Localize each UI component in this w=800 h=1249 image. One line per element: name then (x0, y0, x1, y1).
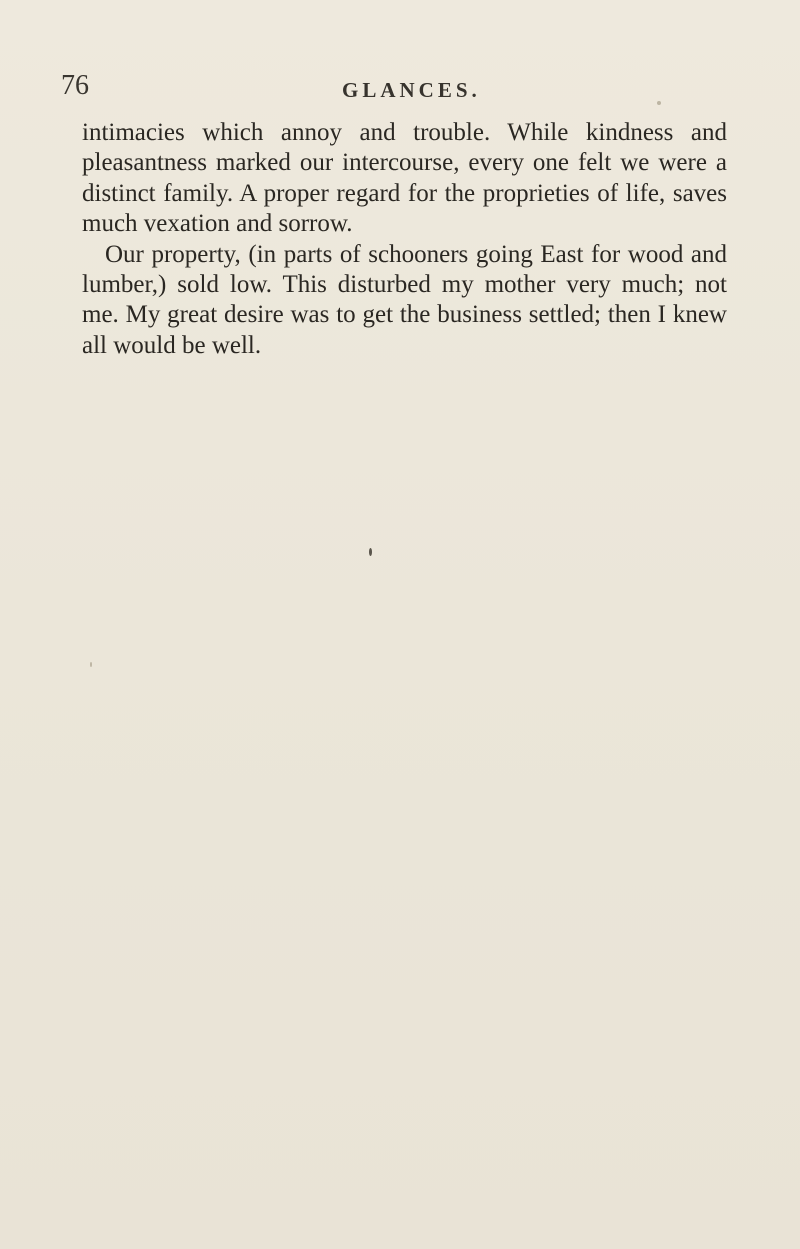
page-number: 76 (61, 70, 89, 101)
paper-speck (657, 101, 661, 105)
body-text (82, 118, 727, 361)
paper-speck (90, 662, 92, 667)
paragraph: Our property, (in parts of schooners going East for wood and lumber,) sold low. This disturbed my mother very much; not me. My great desire was to get the business settled; then I knew all would be well. (82, 240, 727, 359)
running-head: GLANCES. (342, 78, 481, 102)
paragraph: intimacies which annoy and trouble. While kindness and pleasantness marked our intercourse, every one felt we were a distinct family. A proper regard for the proprieties of life, saves much vexation and sorrow. (82, 119, 727, 238)
paper-speck (369, 548, 372, 556)
